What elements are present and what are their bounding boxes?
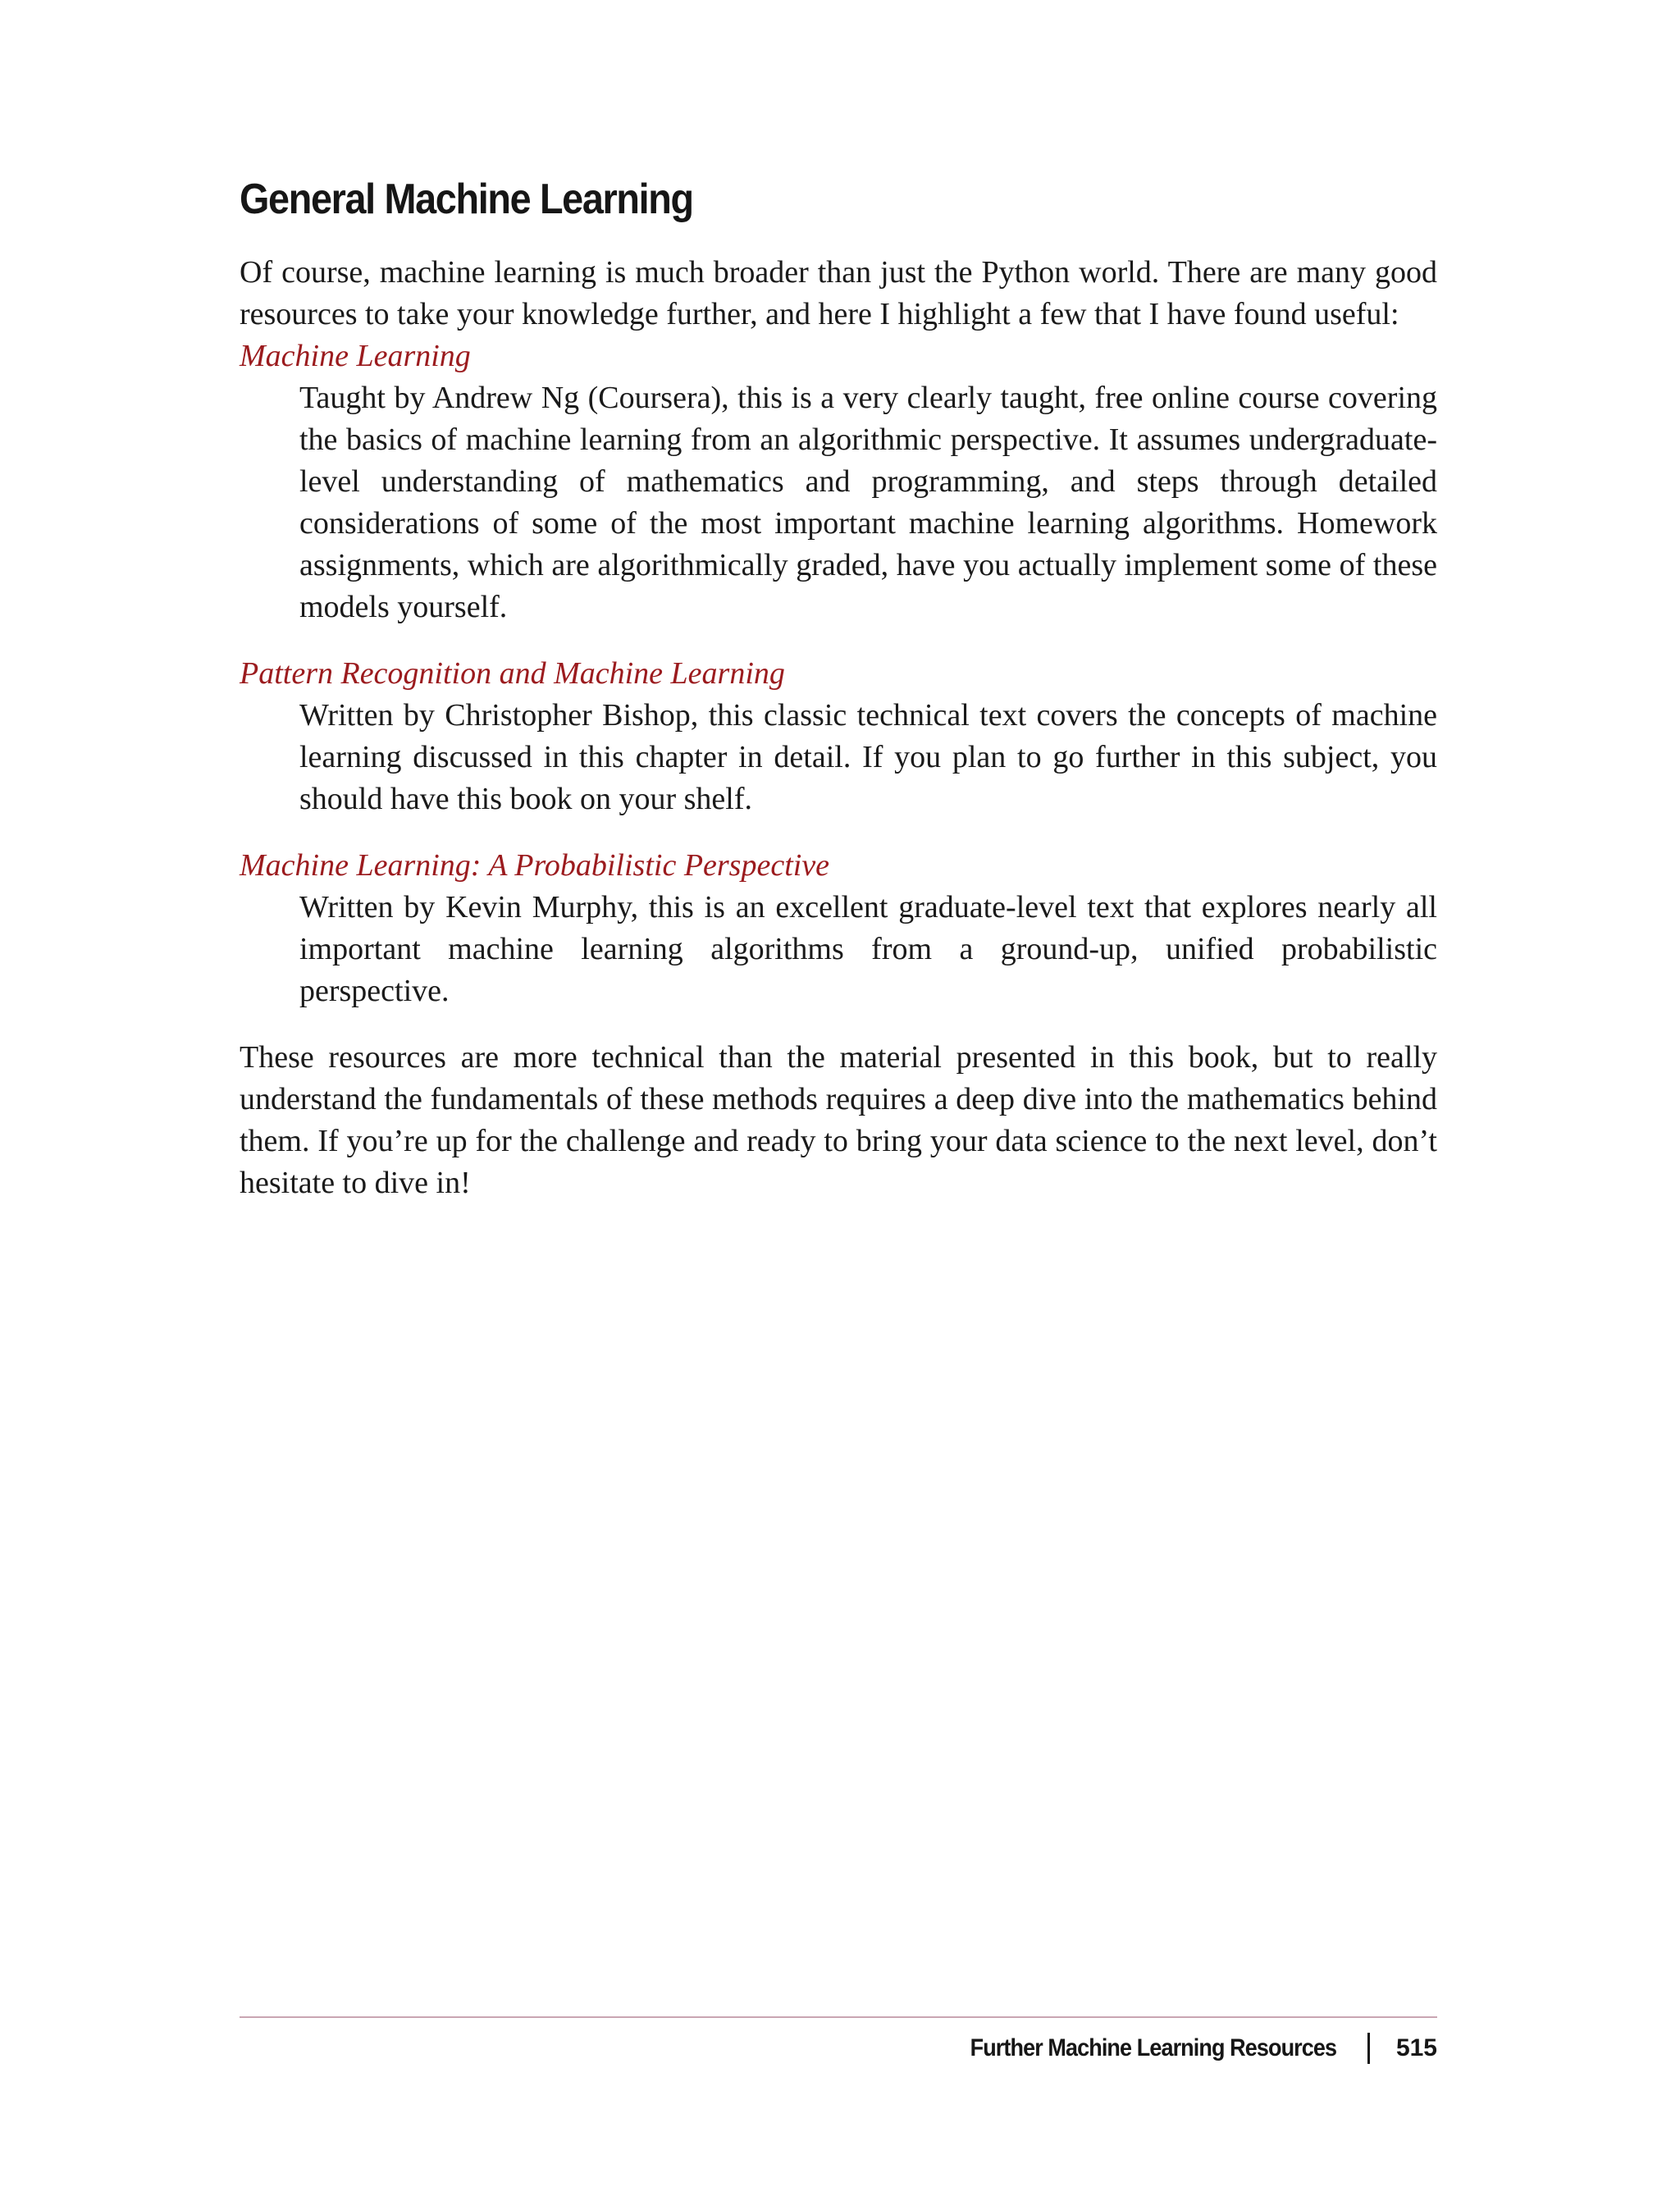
footer-separator <box>1367 2033 1370 2064</box>
page-number: 515 <box>1395 2034 1437 2061</box>
page-content <box>240 168 1437 1204</box>
resource-description: Taught by Andrew Ng (Coursera), this is a very clearly taught, free online course covering the basics of machine learning from an algorithmic perspective. It assumes undergraduate-level understanding of mathematics and programming, and steps through detailed considerations of some of the most important machine learning algorithms. Homework assignments, which are algorithmically graded, have you actually implement some of these models yourself. <box>299 381 1437 624</box>
resource-title: Machine Learning: A Probabilistic Perspective <box>240 848 830 883</box>
resource-item <box>240 845 1437 1012</box>
resource-description: Written by Kevin Murphy, this is an excellent graduate-level text that explores nearly all important machine learning algorithms from a ground-up, unified probabilistic perspective. <box>299 890 1437 1008</box>
section-heading: General Machine Learning <box>240 176 693 223</box>
resource-title: Pattern Recognition and Machine Learning <box>240 656 785 691</box>
footer-section-title: Further Machine Learning Resources <box>970 2034 1336 2061</box>
footer-rule <box>240 2016 1437 2018</box>
page-footer <box>240 2028 1437 2069</box>
resource-description: Written by Christopher Bishop, this classic technical text covers the concepts of machine learning discussed in this chapter in detail. If you plan to go further in this subject, you should have this book on your shelf. <box>299 698 1437 816</box>
resource-item <box>240 653 1437 820</box>
resource-title: Machine Learning <box>240 339 471 373</box>
resource-item <box>240 336 1437 628</box>
intro-paragraph: Of course, machine learning is much broader than just the Python world. There are many good resources to take your knowledge further, and here I highlight a few that I have found useful: <box>240 255 1437 331</box>
closing-paragraph: These resources are more technical than the material presented in this book, but to really understand the fundamentals of these methods requires a deep dive into the mathematics behind them. If you’re up for the challenge and ready to bring your data science to the next level, don’t hesitate to dive in! <box>240 1040 1437 1200</box>
resource-list <box>240 336 1437 1012</box>
